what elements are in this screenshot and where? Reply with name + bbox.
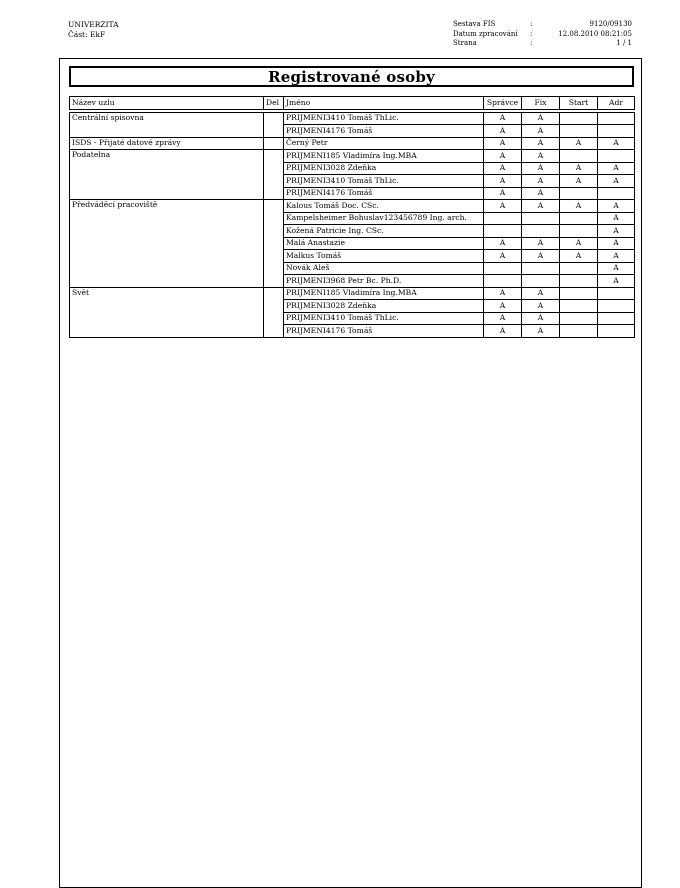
start-cell: A bbox=[560, 162, 598, 175]
node-name-cell: Svět bbox=[70, 287, 264, 337]
start-cell: A bbox=[560, 250, 598, 263]
del-cell bbox=[264, 200, 284, 288]
spravce-cell: A bbox=[484, 175, 522, 188]
col-header-adr: Adr bbox=[598, 97, 635, 110]
fix-cell: A bbox=[522, 187, 560, 200]
spravce-cell: A bbox=[484, 187, 522, 200]
fix-cell bbox=[522, 275, 560, 288]
name-cell: PRIJMENI3968 Petr Bc. Ph.D. bbox=[284, 275, 484, 288]
header-row-page bbox=[453, 39, 632, 49]
header-value: 1 / 1 bbox=[616, 39, 632, 47]
col-header-del: Del bbox=[264, 97, 284, 110]
fix-cell: A bbox=[522, 325, 560, 338]
spravce-cell: A bbox=[484, 162, 522, 175]
name-cell: PRIJMENI4176 Tomáš bbox=[284, 187, 484, 200]
header-label: Strana bbox=[453, 39, 477, 47]
header-value: 9120/09130 bbox=[589, 20, 632, 28]
spravce-cell: A bbox=[484, 250, 522, 263]
table-body bbox=[70, 112, 635, 337]
header-sep: : bbox=[530, 20, 533, 28]
adr-cell: A bbox=[598, 262, 635, 275]
node-name-cell: ISDS - Přijaté datové zprávy bbox=[70, 137, 264, 150]
start-cell bbox=[560, 300, 598, 313]
adr-cell bbox=[598, 125, 635, 138]
name-cell: PRIJMENI3028 Zdeňka bbox=[284, 162, 484, 175]
name-cell: PRIJMENI3410 Tomáš ThLic. bbox=[284, 312, 484, 325]
header-right bbox=[453, 20, 632, 49]
fix-cell: A bbox=[522, 200, 560, 213]
spravce-cell: A bbox=[484, 325, 522, 338]
start-cell: A bbox=[560, 137, 598, 150]
header-label: Datum zpracování bbox=[453, 29, 518, 38]
persons-table bbox=[69, 96, 635, 338]
header-value: 12.08.2010 08:21:05 bbox=[558, 29, 632, 38]
spravce-cell bbox=[484, 225, 522, 238]
fix-cell: A bbox=[522, 112, 560, 125]
node-name-cell: Předváděcí pracoviště bbox=[70, 200, 264, 288]
fix-cell: A bbox=[522, 125, 560, 138]
header-sep: : bbox=[530, 29, 533, 38]
start-cell bbox=[560, 325, 598, 338]
table-header-row bbox=[70, 97, 635, 110]
header-left bbox=[68, 20, 119, 40]
table-row bbox=[70, 150, 635, 163]
table-row bbox=[70, 287, 635, 300]
name-cell: PRIJMENI3410 Tomáš ThLic. bbox=[284, 112, 484, 125]
header-label: Sestava FIS bbox=[453, 20, 496, 28]
name-cell: Kožená Patricie Ing. CSc. bbox=[284, 225, 484, 238]
adr-cell: A bbox=[598, 250, 635, 263]
del-cell bbox=[264, 112, 284, 137]
start-cell bbox=[560, 212, 598, 225]
name-cell: Kalous Tomáš Doc. CSc. bbox=[284, 200, 484, 213]
start-cell bbox=[560, 262, 598, 275]
header-row-date bbox=[453, 30, 632, 40]
del-cell bbox=[264, 150, 284, 200]
spravce-cell: A bbox=[484, 200, 522, 213]
start-cell: A bbox=[560, 175, 598, 188]
name-cell: Malá Anastazie bbox=[284, 237, 484, 250]
start-cell bbox=[560, 125, 598, 138]
adr-cell: A bbox=[598, 175, 635, 188]
spravce-cell bbox=[484, 212, 522, 225]
adr-cell: A bbox=[598, 200, 635, 213]
spravce-cell: A bbox=[484, 150, 522, 163]
start-cell bbox=[560, 312, 598, 325]
start-cell bbox=[560, 225, 598, 238]
adr-cell bbox=[598, 325, 635, 338]
col-header-jmeno: Jméno bbox=[284, 97, 484, 110]
fix-cell: A bbox=[522, 150, 560, 163]
fix-cell: A bbox=[522, 287, 560, 300]
start-cell bbox=[560, 150, 598, 163]
start-cell bbox=[560, 187, 598, 200]
adr-cell bbox=[598, 150, 635, 163]
adr-cell: A bbox=[598, 225, 635, 238]
start-cell bbox=[560, 275, 598, 288]
adr-cell: A bbox=[598, 237, 635, 250]
adr-cell bbox=[598, 287, 635, 300]
report-title: Registrované osoby bbox=[69, 66, 634, 87]
fix-cell: A bbox=[522, 162, 560, 175]
adr-cell: A bbox=[598, 275, 635, 288]
spravce-cell: A bbox=[484, 112, 522, 125]
name-cell: Černý Petr bbox=[284, 137, 484, 150]
name-cell: PRIJMENI3410 Tomáš ThLic. bbox=[284, 175, 484, 188]
table-row bbox=[70, 112, 635, 125]
col-header-spravce: Správce bbox=[484, 97, 522, 110]
fix-cell: A bbox=[522, 312, 560, 325]
fix-cell: A bbox=[522, 300, 560, 313]
name-cell: Novák Aleš bbox=[284, 262, 484, 275]
node-name-cell: Podatelna bbox=[70, 150, 264, 200]
adr-cell bbox=[598, 312, 635, 325]
spravce-cell: A bbox=[484, 137, 522, 150]
adr-cell: A bbox=[598, 137, 635, 150]
start-cell: A bbox=[560, 237, 598, 250]
name-cell: Malkus Tomáš bbox=[284, 250, 484, 263]
del-cell bbox=[264, 287, 284, 337]
fix-cell bbox=[522, 225, 560, 238]
col-header-uzel: Název uzlu bbox=[70, 97, 264, 110]
table-row bbox=[70, 200, 635, 213]
spravce-cell: A bbox=[484, 287, 522, 300]
adr-cell bbox=[598, 187, 635, 200]
col-header-fix: Fix bbox=[522, 97, 560, 110]
spravce-cell: A bbox=[484, 237, 522, 250]
spravce-cell: A bbox=[484, 312, 522, 325]
name-cell: Kampelsheimer Bohuslav123456789 Ing. arch. bbox=[284, 212, 484, 225]
adr-cell: A bbox=[598, 212, 635, 225]
fix-cell bbox=[522, 212, 560, 225]
name-cell: PRIJMENI185 Vladimíra Ing.MBA bbox=[284, 150, 484, 163]
start-cell bbox=[560, 112, 598, 125]
name-cell: PRIJMENI185 Vladimíra Ing.MBA bbox=[284, 287, 484, 300]
spravce-cell bbox=[484, 262, 522, 275]
adr-cell bbox=[598, 112, 635, 125]
header-sep: : bbox=[530, 39, 533, 47]
university-name: UNIVERZITA bbox=[68, 20, 119, 29]
fix-cell: A bbox=[522, 175, 560, 188]
table-row bbox=[70, 137, 635, 150]
spravce-cell bbox=[484, 275, 522, 288]
fix-cell: A bbox=[522, 137, 560, 150]
start-cell bbox=[560, 287, 598, 300]
faculty-part: Část: EkF bbox=[68, 30, 106, 39]
header-row-report bbox=[453, 20, 632, 30]
node-name-cell: Centrální spisovna bbox=[70, 112, 264, 137]
adr-cell bbox=[598, 300, 635, 313]
fix-cell: A bbox=[522, 250, 560, 263]
start-cell: A bbox=[560, 200, 598, 213]
spravce-cell: A bbox=[484, 300, 522, 313]
name-cell: PRIJMENI3028 Zdeňka bbox=[284, 300, 484, 313]
fix-cell bbox=[522, 262, 560, 275]
col-header-start: Start bbox=[560, 97, 598, 110]
name-cell: PRIJMENI4176 Tomáš bbox=[284, 125, 484, 138]
del-cell bbox=[264, 137, 284, 150]
fix-cell: A bbox=[522, 237, 560, 250]
spravce-cell: A bbox=[484, 125, 522, 138]
adr-cell: A bbox=[598, 162, 635, 175]
name-cell: PRIJMENI4176 Tomáš bbox=[284, 325, 484, 338]
